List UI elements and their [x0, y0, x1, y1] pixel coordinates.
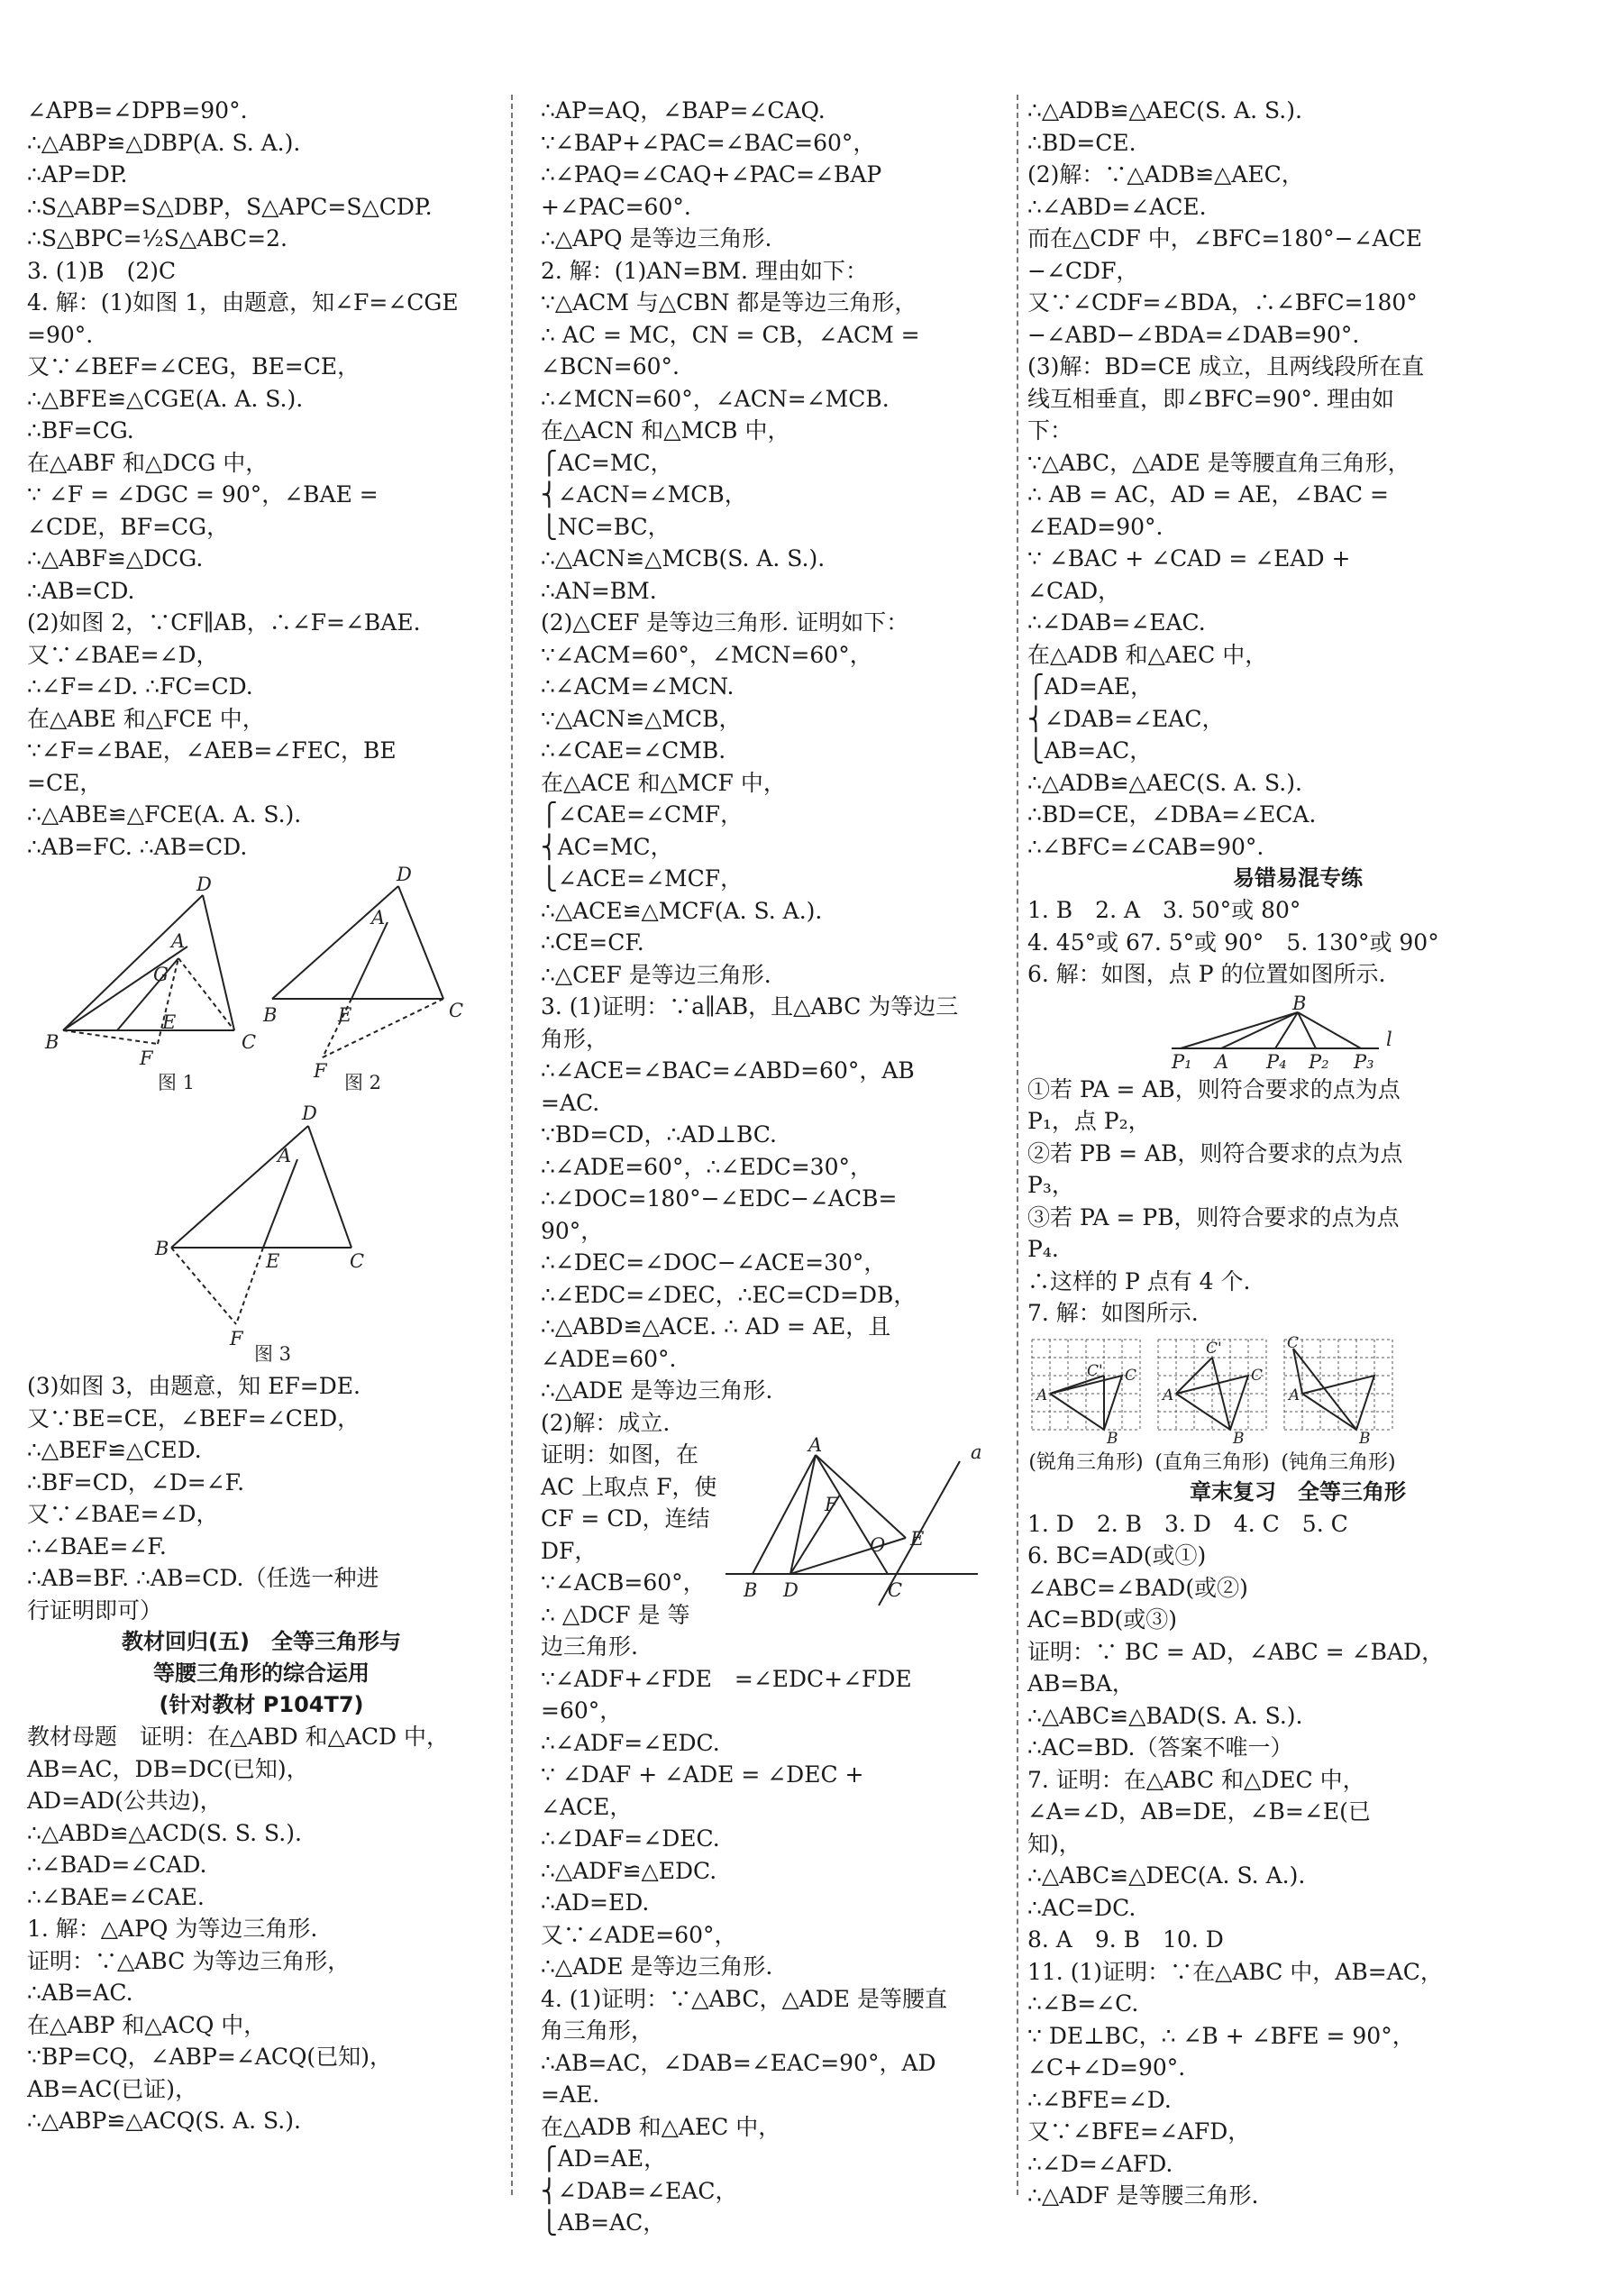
text-line: 行证明即可） [27, 1596, 163, 1624]
text-line: ∴ AB = AC，AD = AE，∠BAC = [1027, 481, 1389, 508]
text-line: ∴∠DOC=180°−∠EDC−∠ACB= [541, 1185, 898, 1212]
text-line: ∵∠ADF+∠FDE =∠EDC+∠FDE [541, 1665, 912, 1692]
text-line: ∴∠BFC=∠CAB=90°. [1027, 833, 1264, 860]
text-line: ∴∠BAD=∠CAD. [27, 1852, 207, 1878]
text-line: AB=BA， [1027, 1670, 1135, 1697]
text-line: AC 上取点 F，使 [541, 1473, 717, 1500]
fig2-label-E: E [338, 1004, 352, 1026]
text-line: ∴∠BFE=∠D. [1027, 2086, 1172, 2113]
svg-text:B: B [1107, 1429, 1118, 1448]
svg-text:B: B [1233, 1429, 1245, 1448]
fig3-label-D: D [302, 1102, 317, 1124]
fig1-label-A: A [171, 930, 186, 952]
text-line: ⎧AD=AE， [1027, 673, 1154, 700]
text-line: ∠C+∠D=90°. [1027, 2054, 1186, 2081]
text-line: 而在△CDF 中，∠BFC=180°−∠ACE [1027, 225, 1422, 252]
grid-obtuse [1280, 1335, 1397, 1475]
text-line: 11. (1)证明：∵在△ABC 中，AB=AC， [1027, 1958, 1443, 1985]
figP-label-P4: P₄ [1266, 1050, 1287, 1073]
grid-caption-acute: (锐角三角形) [1028, 1450, 1144, 1474]
figP-label-P1: P₁ [1172, 1050, 1192, 1073]
text-line: ∴△ADB≌△AEC(S. A. S.). [1027, 97, 1302, 123]
text-line: ∴∠EDC=∠DEC，∴EC=CD=DB， [541, 1281, 917, 1308]
section-heading-review-5-sub: 等腰三角形的综合运用 [153, 1660, 370, 1686]
text-line: P₄. [1027, 1236, 1059, 1262]
column-2 [541, 95, 1014, 2236]
col2-inline-text [541, 1439, 716, 1663]
text-line: ∴∠PAQ=∠CAQ+∠PAC=∠BAP [541, 161, 882, 188]
text-line: ∴△ADE 是等边三角形. [541, 1953, 773, 1980]
fig-label-D: D [783, 1579, 799, 1601]
grid-acute [1027, 1335, 1145, 1475]
fig1-label-F: F [140, 1047, 153, 1069]
text-line: ∴△ADF 是等腰三角形. [1027, 2182, 1259, 2209]
section-heading-error-practice: 易错易混专练 [1233, 865, 1363, 891]
fig1-label-C: C [242, 1031, 257, 1053]
text-line: 7. 证明：在△ABC 和△DEC 中， [1027, 1766, 1365, 1793]
svg-text:C': C' [1206, 1339, 1222, 1358]
text-line: =60°， [541, 1697, 623, 1724]
text-line: ②若 PB = AB，则符合要求的点为点 [1027, 1139, 1403, 1166]
fig3-label-C: C [350, 1250, 365, 1272]
text-line: ∠A=∠D，AB=DE，∠B=∠E(已 [1027, 1798, 1371, 1825]
text-line: ∠EAD=90°. [1027, 513, 1164, 540]
text-line: ∴∠DAB=∠EAC. [1027, 609, 1206, 636]
figure-1 [63, 895, 234, 1044]
text-line: 7. 解：如图所示. [1027, 1300, 1199, 1326]
text-line: (2)如图 2，∵CF∥AB，∴∠F=∠BAE. [27, 609, 421, 636]
text-line: 又∵∠CDF=∠BDA，∴∠BFC=180° [1027, 289, 1418, 316]
text-line: ∴△APQ 是等边三角形. [541, 225, 772, 252]
col3-text-block-a [1027, 95, 1568, 863]
text-line: ∴∠DAF=∠DEC. [541, 1825, 720, 1852]
text-line: CF = CD，连结 [541, 1505, 710, 1532]
text-line: 6. BC=AD(或①) [1027, 1542, 1207, 1569]
fig-label-a: a [971, 1441, 982, 1463]
text-line: ∴△ABC≌△BAD(S. A. S.). [1027, 1702, 1303, 1729]
text-line: 4. (1)证明：∵△ABC，△ADE 是等腰直 [541, 1985, 947, 2012]
text-line: 线互相垂直，即∠BFC=90°. 理由如 [1027, 385, 1394, 412]
fig1-caption: 图 1 [158, 1072, 196, 1093]
text-line: ∴∠ACE=∠BAC=∠ABD=60°，AB [541, 1057, 915, 1084]
text-line: ∠ACE， [541, 1793, 633, 1820]
text-line: ∵△ACM 与△CBN 都是等边三角形， [541, 289, 917, 316]
fig2-label-D: D [397, 864, 412, 885]
svg-text:C': C' [1087, 1361, 1103, 1380]
text-line: ∴△ACN≌△MCB(S. A. S.). [541, 545, 826, 572]
text-line: ∠ABC=∠BAD(或②) [1027, 1574, 1248, 1601]
col3-text-block-b [1027, 894, 1568, 991]
text-line: ③若 PA = PB，则符合要求的点为点 [1027, 1203, 1400, 1230]
text-line: 又∵∠BAE=∠D， [27, 1501, 219, 1527]
figP-label-l: l [1386, 1028, 1392, 1050]
text-line: ∴△ADB≌△AEC(S. A. S.). [1027, 769, 1302, 796]
text-line: ∴△ABE≌△FCE(A. A. S.). [27, 801, 302, 828]
grid-caption-obtuse: (钝角三角形) [1281, 1450, 1396, 1474]
text-line: ∴AB=FC. ∴AB=CD. [27, 833, 248, 860]
fig1-label-G: G [153, 964, 169, 985]
text-line: ∴BF=CD，∠D=∠F. [27, 1468, 245, 1496]
text-line: ∴AB=CD. [27, 577, 135, 604]
text-line: ∴∠F=∠D. ∴FC=CD. [27, 673, 253, 700]
figure-2 [272, 886, 443, 1057]
text-line: ∴BF=CG. [27, 417, 134, 444]
figP-label-P2: P₂ [1309, 1050, 1329, 1073]
fig2-label-A: A [371, 907, 386, 928]
text-line: ∵ ∠DAF + ∠ADE = ∠DEC + [541, 1761, 864, 1788]
text-line: ∵∠ACM=60°，∠MCN=60°， [541, 641, 872, 668]
text-line: ∴∠B=∠C. [1027, 1990, 1139, 2017]
text-line: 角三角形， [541, 2017, 654, 2044]
text-line: ∴AP=DP. [27, 161, 128, 188]
text-line: ∠CAD， [1027, 577, 1121, 604]
text-line: ∴∠ADE=60°，∴∠EDC=30°， [541, 1153, 872, 1180]
svg-text:B: B [1359, 1429, 1371, 1448]
column-divider-1 [511, 95, 513, 2195]
text-line: P₃， [1027, 1172, 1074, 1198]
text-line: ∴CE=CF. [541, 929, 644, 956]
fig-label-C: C [888, 1579, 903, 1601]
text-line: 在△ADB 和△AEC 中， [541, 2113, 781, 2140]
text-line: ∴AB=AC，∠DAB=∠EAC=90°，AD [541, 2049, 936, 2076]
text-line: ∠BCN=60°. [541, 353, 680, 380]
text-line: ∴AC=BD.（答案不唯一） [1027, 1734, 1293, 1761]
text-line: ∴△ABD≌△ACE. ∴ AD = AE，且 [541, 1313, 891, 1340]
text-line: 知)， [1027, 1830, 1081, 1857]
text-line: 证明：如图，在 [541, 1441, 699, 1468]
text-line: 在△ABF 和△DCG 中， [27, 449, 269, 476]
text-line: 1. 解：△APQ 为等边三角形. [27, 1916, 318, 1942]
col1-text-block-b [27, 1370, 496, 1626]
fig2-caption: 图 2 [344, 1072, 382, 1093]
text-line: 1. D 2. B 3. D 4. C 5. C [1027, 1510, 1348, 1537]
text-line: (2)解：∵△ADB≌△AEC， [1027, 161, 1304, 188]
grid-triangles [1027, 1335, 1568, 1475]
text-line: −∠CDF， [1027, 257, 1139, 284]
text-line: 在△ACE 和△MCF 中， [541, 769, 786, 796]
text-line: ∵ ∠BAC + ∠CAD = ∠EAD + [1027, 545, 1351, 572]
col2-text-block-a [541, 95, 1014, 1439]
fig1-label-D: D [196, 874, 212, 895]
text-line: =AE. [541, 2081, 600, 2108]
text-line: 又∵BE=CE，∠BEF=∠CED， [27, 1404, 360, 1432]
text-line: (3)如图 3，由题意，知 EF=DE. [27, 1373, 360, 1399]
text-line: ∴∠CAE=∠CMB. [541, 737, 726, 764]
text-line: ⎧AD=AE， [541, 2145, 667, 2172]
text-line: ⎩∠ACE=∠MCF， [541, 865, 744, 892]
text-line: =CE， [27, 769, 103, 796]
text-line: 在△ADB 和△AEC 中， [1027, 641, 1268, 668]
fig-label-O: O [870, 1534, 886, 1556]
text-line: ∵△ABC，△ADE 是等腰直角三角形， [1027, 449, 1410, 476]
text-line: ∴△BEF≌△CED. [27, 1437, 202, 1463]
text-line: ∴∠ABD=∠ACE. [1027, 193, 1207, 220]
text-line: ∴AP=AQ，∠BAP=∠CAQ. [541, 97, 826, 123]
fig1-label-B: B [45, 1031, 59, 1053]
text-line: ∴AB=AC. [27, 1980, 133, 2006]
fig-label-A: A [808, 1434, 823, 1456]
text-line: +∠PAC=60°. [541, 193, 691, 220]
text-line: ⎧AC=MC， [541, 449, 673, 476]
text-line: 角形， [541, 1025, 609, 1052]
text-line: AB=AC，DB=DC(已知)， [27, 1755, 309, 1782]
grid-caption-right: (直角三角形) [1154, 1450, 1270, 1474]
figP-label-B: B [1292, 992, 1307, 1014]
svg-text:A: A [1036, 1386, 1048, 1404]
text-line: ∴AN=BM. [541, 577, 657, 604]
text-line: 又∵∠BEF=∠CEG，BE=CE， [27, 353, 360, 380]
text-line: ∴△CEF 是等边三角形. [541, 961, 771, 988]
text-line: 证明：∵ BC = AD，∠ABC = ∠BAD， [1027, 1638, 1445, 1665]
text-line: AD=AD(公共边)， [27, 1788, 223, 1814]
section-heading-textbook-ref: (针对教材 P104T7) [159, 1692, 364, 1717]
text-line: ∵BP=CQ，∠ABP=∠ACQ(已知)， [27, 2044, 392, 2070]
column-3 [1027, 95, 1568, 2209]
text-line: ⎩NC=BC， [541, 513, 671, 540]
figure-points-p [1045, 992, 1550, 1073]
text-line: 在△ABP 和△ACQ 中， [27, 2011, 267, 2038]
text-line: ∴△ACE≌△MCF(A. S. A.). [541, 897, 823, 924]
text-line: ∵ DE⊥BC，∴ ∠B + ∠BFE = 90°， [1027, 2022, 1415, 2049]
fig3-label-A: A [278, 1145, 292, 1166]
text-line: ∠CDE，BF=CG， [27, 513, 230, 540]
text-line: ∴∠D=∠AFD. [1027, 2150, 1173, 2177]
fig2-label-F: F [314, 1060, 327, 1082]
text-line: ∴∠ADF=∠EDC. [541, 1729, 720, 1756]
text-line: =90°. [27, 321, 94, 348]
col1-text-block-a [27, 95, 496, 863]
text-line: 边三角形. [541, 1633, 638, 1660]
text-line: (2)△CEF 是等边三角形. 证明如下： [541, 609, 909, 636]
figP-label-P3: P₃ [1354, 1050, 1374, 1073]
col3-text-block-c [1027, 1074, 1568, 1330]
text-line: 2. 解：(1)AN=BM. 理由如下： [541, 257, 868, 284]
figures-1-2 [27, 864, 496, 1098]
text-line: ∴AD=ED. [541, 1889, 650, 1916]
figure-3 [27, 1103, 496, 1365]
text-line: 3. (1)证明：∵a∥AB，且△ABC 为等边三 [541, 993, 959, 1020]
fig3-caption: 图 3 [254, 1343, 292, 1365]
fig2-label-B: B [263, 1004, 278, 1026]
text-line: 90°， [541, 1217, 604, 1244]
text-line: ∵BD=CD，∴AD⊥BC. [541, 1121, 777, 1148]
column-1 [27, 95, 496, 2195]
col1-text-block-c [27, 1721, 496, 2137]
text-line: ∴∠BAE=∠CAE. [27, 1883, 205, 1910]
text-line: ①若 PA = AB，则符合要求的点为点 [1027, 1075, 1401, 1102]
text-line: P₁，点 P₂， [1027, 1108, 1151, 1134]
col2-text-block-b [541, 1663, 1014, 2239]
text-line: (3)解：BD=CE 成立，且两线段所在直 [1027, 353, 1425, 380]
text-line: 4. 解：(1)如图 1，由题意，知∠F=∠CGE [27, 289, 459, 316]
svg-text:C: C [1287, 1333, 1300, 1352]
text-line: ∴△ABP≌△DBP(A. S. A.). [27, 129, 301, 156]
text-line: ∴S△BPC=½S△ABC=2. [27, 225, 287, 252]
figP-label-A: A [1215, 1050, 1229, 1073]
text-line: 4. 45°或 67. 5°或 90° 5. 130°或 90° [1027, 928, 1439, 956]
text-line: ∴∠DEC=∠DOC−∠ACE=30°， [541, 1249, 887, 1276]
text-line: ⎨∠DAB=∠EAC， [541, 2177, 738, 2204]
svg-text:A: A [1163, 1386, 1174, 1404]
section-heading-review-5: 教材回归(五) 全等三角形与 [122, 1629, 401, 1654]
col3-text-block-d [1027, 1508, 1568, 2212]
svg-text:A: A [1289, 1386, 1300, 1404]
text-line: DF， [541, 1537, 598, 1564]
text-line: ⎩AB=AC， [541, 2209, 666, 2236]
text-line: ∴∠MCN=60°，∠ACN=∠MCB. [541, 385, 890, 412]
text-line: ⎨∠DAB=∠EAC， [1027, 705, 1225, 732]
text-line: ∴△ABP≌△ACQ(S. A. S.). [27, 2108, 301, 2134]
figure-equilateral-proof [716, 1434, 987, 1619]
fig1-label-E: E [162, 1011, 177, 1033]
svg-text:C: C [1251, 1366, 1264, 1385]
text-line: AC=BD(或③) [1027, 1606, 1178, 1633]
text-line: 3. (1)B (2)C [27, 257, 177, 284]
text-line: ∴△ABF≌△DCG. [27, 545, 204, 572]
text-line: ∠APB=∠DPB=90°. [27, 97, 248, 123]
fig3-label-E: E [266, 1250, 280, 1272]
text-line: 在△ACN 和△MCB 中， [541, 417, 790, 444]
text-line: ∴∠BAE=∠F. [27, 1532, 167, 1560]
svg-text:C: C [1125, 1366, 1137, 1385]
text-line: ∴△ADF≌△EDC. [541, 1857, 717, 1884]
text-line: ∴△ABC≌△DEC(A. S. A.). [1027, 1862, 1306, 1889]
text-line: ∴AC=DC. [1027, 1894, 1136, 1921]
text-line: AB=AC(已证)， [27, 2075, 198, 2102]
text-line: 又∵∠ADE=60°， [541, 1921, 737, 1948]
text-line: ⎨AC=MC， [541, 833, 673, 860]
fig3-label-B: B [155, 1238, 169, 1259]
grid-right [1154, 1335, 1271, 1475]
text-line: ⎨∠ACN=∠MCB， [541, 481, 747, 508]
text-line: ∵∠BAP+∠PAC=∠BAC=60°， [541, 129, 876, 156]
text-line: ∴BD=CE，∠DBA=∠ECA. [1027, 801, 1317, 828]
text-line: −∠ABD−∠BDA=∠DAB=90°. [1027, 321, 1360, 348]
text-line: ∴这样的 P 点有 4 个. [1027, 1267, 1251, 1294]
text-line: ∵∠F=∠BAE，∠AEB=∠FEC，BE [27, 737, 397, 764]
fig-label-F: F [825, 1494, 839, 1515]
text-line: 6. 解：如图，点 P 的位置如图所示. [1027, 961, 1386, 987]
fig-label-E: E [910, 1528, 925, 1550]
col2-proof-with-figure [541, 1434, 1014, 1663]
fig-label-B: B [744, 1579, 758, 1601]
text-line: 证明：∵△ABC 为等边三角形， [27, 1947, 351, 1974]
text-line: 在△ABE 和△FCE 中， [27, 705, 265, 732]
text-line: ∵∠ACB=60°， [541, 1569, 706, 1596]
text-line: 又∵∠BAE=∠D， [27, 641, 219, 668]
section-heading-chapter-review: 章末复习 全等三角形 [1190, 1478, 1406, 1505]
fig2-label-C: C [449, 1000, 464, 1021]
text-line: =AC. [541, 1089, 600, 1116]
text-line: 下： [1027, 417, 1073, 444]
text-line: ∴△BFE≌△CGE(A. A. S.). [27, 385, 304, 412]
text-line: ⎩AB=AC， [1027, 737, 1153, 764]
text-line: ∴△ABD≌△ACD(S. S. S.). [27, 1819, 302, 1846]
text-line: ∴AB=BF. ∴AB=CD.（任选一种进 [27, 1565, 379, 1591]
text-line: ∠ADE=60°. [541, 1345, 677, 1372]
text-line: ∴△ADE 是等边三角形. [541, 1377, 773, 1404]
text-line: ∴ △DCF 是 等 [541, 1601, 690, 1628]
text-line: ∴ AC = MC，CN = CB，∠ACM = [541, 321, 920, 348]
fig3-label-F: F [230, 1328, 243, 1349]
text-line: ∵△ACN≌△MCB， [541, 705, 742, 732]
text-line: 又∵∠BFE=∠AFD， [1027, 2118, 1251, 2145]
text-line: ⎧∠CAE=∠CMF， [541, 801, 744, 828]
text-line: (2)解：成立. [541, 1409, 671, 1436]
text-line: ∵ ∠F = ∠DGC = 90°，∠BAE = [27, 481, 379, 508]
text-line: ∴S△ABP=S△DBP，S△APC=S△CDP. [27, 193, 433, 220]
text-line: 1. B 2. A 3. 50°或 80° [1027, 897, 1301, 923]
text-line: 8. A 9. B 10. D [1027, 1926, 1224, 1953]
text-line: 教材母题 证明：在△ABD 和△ACD 中， [27, 1724, 450, 1750]
text-line: ∴∠ACM=∠MCN. [541, 673, 735, 700]
text-line: ∴BD=CE. [1027, 129, 1136, 156]
column-divider-2 [1017, 95, 1018, 2195]
